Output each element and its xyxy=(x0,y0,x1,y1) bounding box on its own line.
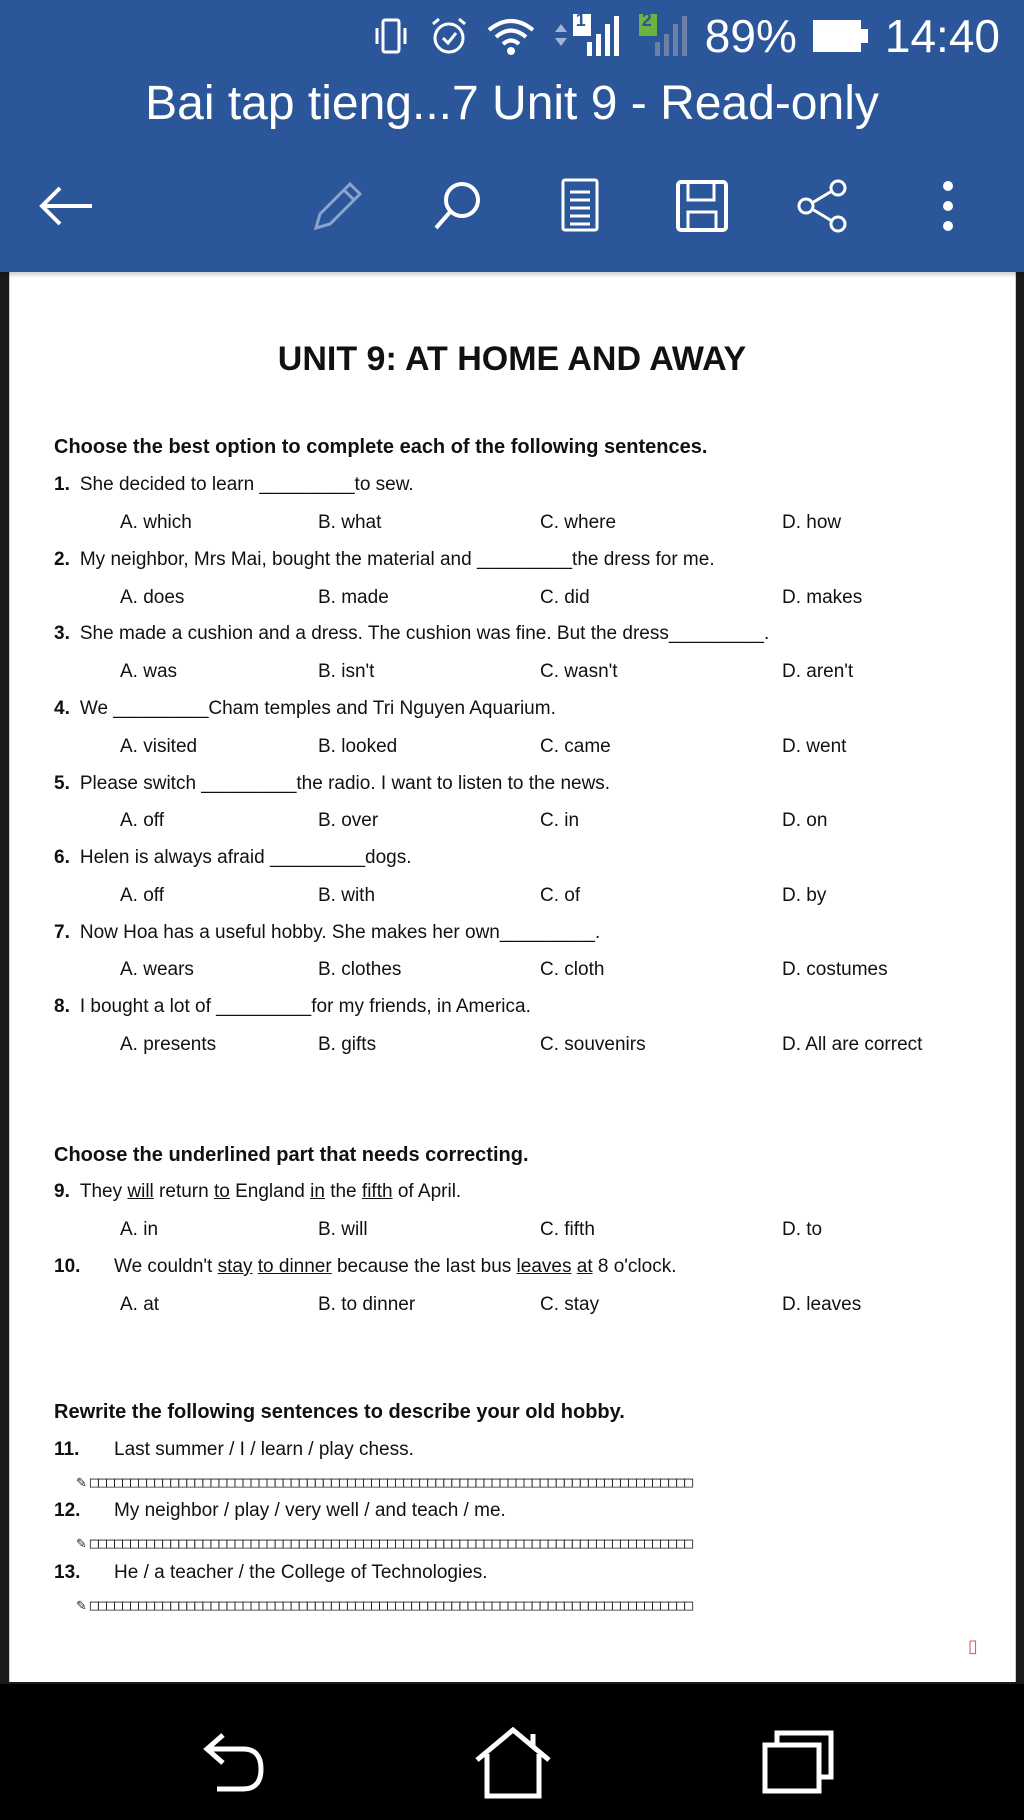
question-text: I bought a lot of _________for my friends, in America. xyxy=(79,996,531,1017)
question-5 xyxy=(54,773,610,795)
underlined-part: leaves xyxy=(516,1256,572,1277)
section1-title: Choose the best option to complete each of the following sentences. xyxy=(54,436,708,458)
pencil-icon: ✎ xyxy=(76,1476,86,1491)
share-icon[interactable] xyxy=(784,166,864,246)
question-1 xyxy=(54,474,414,496)
question-7 xyxy=(54,922,600,944)
question-6 xyxy=(54,847,412,869)
underlined-part: in xyxy=(310,1181,325,1202)
answer-placeholder: □□□□□□□□□□□□□□□□□□□□□□□□□□□□□□□□□□□□□□□□□□□□□□□□□□□□□□□□□□□□□□□□□□□□□□□□□□□ xyxy=(89,1534,693,1552)
question-text: Last summer / I / learn / play chess. xyxy=(114,1439,414,1460)
sentence-part: They xyxy=(79,1181,128,1202)
option-b: B. gifts xyxy=(318,1034,377,1055)
answer-placeholder: □□□□□□□□□□□□□□□□□□□□□□□□□□□□□□□□□□□□□□□□□□□□□□□□□□□□□□□□□□□□□□□□□□□□□□□□□□□ xyxy=(89,1473,693,1491)
option-a: A. visited xyxy=(120,736,198,757)
question-number: 11. xyxy=(54,1439,80,1460)
home-nav-icon[interactable] xyxy=(468,1722,558,1802)
option-b: B. looked xyxy=(318,736,398,757)
question-text: My neighbor / play / very well / and teach / me. xyxy=(114,1500,506,1521)
sentence-part: return xyxy=(153,1181,214,1202)
option-b: B. over xyxy=(318,810,379,831)
option-c: C. of xyxy=(540,885,581,906)
question-number: 5. xyxy=(54,773,70,794)
section2-title: Choose the underlined part that needs correcting. xyxy=(54,1144,529,1166)
option-d: D. makes xyxy=(782,587,863,608)
question-number: 9. xyxy=(54,1181,70,1202)
pencil-icon: ✎ xyxy=(76,1537,86,1552)
option-d: D. to xyxy=(782,1219,823,1240)
option-d: D. leaves xyxy=(782,1294,862,1315)
document-title: Bai tap tieng...7 Unit 9 - Read-only xyxy=(145,77,879,130)
question-11 xyxy=(54,1439,414,1461)
underlined-part: will xyxy=(127,1181,154,1202)
question-9 xyxy=(54,1181,461,1203)
option-c: C. stay xyxy=(540,1294,600,1315)
option-a: A. at xyxy=(120,1294,160,1315)
option-a: A. which xyxy=(120,512,192,533)
pencil-icon: ✎ xyxy=(76,1599,86,1614)
document-heading: UNIT 9: AT HOME AND AWAY xyxy=(277,340,747,378)
answer-line xyxy=(76,1596,981,1614)
battery-icon xyxy=(811,16,871,56)
save-icon[interactable] xyxy=(662,166,742,246)
option-b: B. to dinner xyxy=(318,1294,416,1315)
page-shadow xyxy=(0,272,1024,278)
option-a: A. presents xyxy=(120,1034,217,1055)
underlined-part: to dinner xyxy=(257,1256,332,1277)
question-number: 3. xyxy=(54,623,70,644)
option-b: B. isn't xyxy=(318,661,375,682)
question-number: 8. xyxy=(54,996,70,1017)
signal-sim2-icon xyxy=(637,12,691,60)
option-a: A. wears xyxy=(120,959,194,980)
option-b: B. made xyxy=(318,587,389,608)
question-text: Please switch _________the radio. I want to listen to the news. xyxy=(79,773,611,794)
option-c: C. souvenirs xyxy=(540,1034,646,1055)
sentence-part: 8 o'clock. xyxy=(592,1256,677,1277)
sentence-part: of April. xyxy=(392,1181,462,1202)
option-d: D. costumes xyxy=(782,959,888,980)
underlined-part: stay xyxy=(217,1256,253,1277)
sim1-label: 1 xyxy=(575,10,586,30)
question-text: She made a cushion and a dress. The cushion was fine. But the dress_________. xyxy=(79,623,770,644)
option-a: A. off xyxy=(120,885,165,906)
option-c: C. came xyxy=(540,736,611,757)
question-2 xyxy=(54,549,715,571)
option-d: D. by xyxy=(782,885,827,906)
question-number: 7. xyxy=(54,922,70,943)
navigation-bar xyxy=(0,1684,1024,1820)
underlined-part: to xyxy=(213,1181,230,1202)
question-number: 13. xyxy=(54,1562,81,1583)
sentence-part: because the last bus xyxy=(331,1256,517,1277)
question-number: 4. xyxy=(54,698,70,719)
toolbar xyxy=(0,166,1024,246)
sim2-label: 2 xyxy=(641,10,652,30)
question-3 xyxy=(54,623,769,645)
back-nav-icon[interactable] xyxy=(186,1722,276,1802)
reading-view-icon[interactable] xyxy=(540,166,620,246)
question-text: Helen is always afraid _________dogs. xyxy=(79,847,412,868)
question-number: 6. xyxy=(54,847,70,868)
corner-mark: ▯ xyxy=(968,1636,978,1657)
option-a: A. off xyxy=(120,810,165,831)
option-c: C. fifth xyxy=(540,1219,595,1240)
option-c: C. did xyxy=(540,587,590,608)
question-number: 1. xyxy=(54,474,70,495)
question-12 xyxy=(54,1500,506,1522)
answer-line xyxy=(76,1473,981,1491)
option-b: B. will xyxy=(318,1219,368,1240)
answer-line xyxy=(76,1534,981,1552)
signal-sim1-icon xyxy=(551,12,623,60)
recents-nav-icon[interactable] xyxy=(752,1722,842,1802)
question-13 xyxy=(54,1562,488,1584)
underlined-part: at xyxy=(576,1256,593,1277)
sentence-part: England xyxy=(229,1181,311,1202)
search-icon[interactable] xyxy=(418,166,498,246)
option-a: A. in xyxy=(120,1219,159,1240)
question-number: 2. xyxy=(54,549,70,570)
option-c: C. wasn't xyxy=(540,661,618,682)
question-text: He / a teacher / the College of Technologies. xyxy=(114,1562,488,1583)
alarm-icon xyxy=(427,14,471,58)
question-number: 10. xyxy=(54,1256,81,1277)
question-text: Now Hoa has a useful hobby. She makes her own_________. xyxy=(79,922,601,943)
option-d: D. went xyxy=(782,736,847,757)
question-text: We _________Cham temples and Tri Nguyen Aquarium. xyxy=(79,698,556,719)
edit-pencil-icon[interactable] xyxy=(296,166,376,246)
question-text: My neighbor, Mrs Mai, bought the material and _________the dress for me. xyxy=(79,549,715,570)
option-a: A. was xyxy=(120,661,178,682)
question-10 xyxy=(54,1256,677,1278)
answer-placeholder: □□□□□□□□□□□□□□□□□□□□□□□□□□□□□□□□□□□□□□□□□□□□□□□□□□□□□□□□□□□□□□□□□□□□□□□□□□□ xyxy=(89,1596,693,1614)
option-b: B. what xyxy=(318,512,382,533)
option-d: D. how xyxy=(782,512,842,533)
more-options-icon[interactable] xyxy=(908,166,988,246)
sentence-part: We couldn't xyxy=(114,1256,218,1277)
option-c: C. cloth xyxy=(540,959,605,980)
app-bar xyxy=(0,0,1024,272)
option-a: A. does xyxy=(120,587,185,608)
option-b: B. clothes xyxy=(318,959,402,980)
question-4 xyxy=(54,698,556,720)
clock: 14:40 xyxy=(884,10,1000,62)
wifi-icon xyxy=(485,14,537,58)
section3-title: Rewrite the following sentences to describe your old hobby. xyxy=(54,1401,625,1423)
option-d: D. All are correct xyxy=(782,1034,923,1055)
underlined-part: fifth xyxy=(361,1181,393,1202)
question-text: She decided to learn _________to sew. xyxy=(79,474,414,495)
option-c: C. where xyxy=(540,512,617,533)
sentence-part: the xyxy=(324,1181,362,1202)
status-bar xyxy=(369,6,1000,66)
option-d: D. on xyxy=(782,810,828,831)
question-8 xyxy=(54,996,531,1018)
question-number: 12. xyxy=(54,1500,81,1521)
option-d: D. aren't xyxy=(782,661,854,682)
vibrate-icon xyxy=(369,14,413,58)
back-arrow-icon[interactable] xyxy=(26,166,106,246)
option-c: C. in xyxy=(540,810,580,831)
battery-percent: 89% xyxy=(704,10,797,62)
option-b: B. with xyxy=(318,885,376,906)
